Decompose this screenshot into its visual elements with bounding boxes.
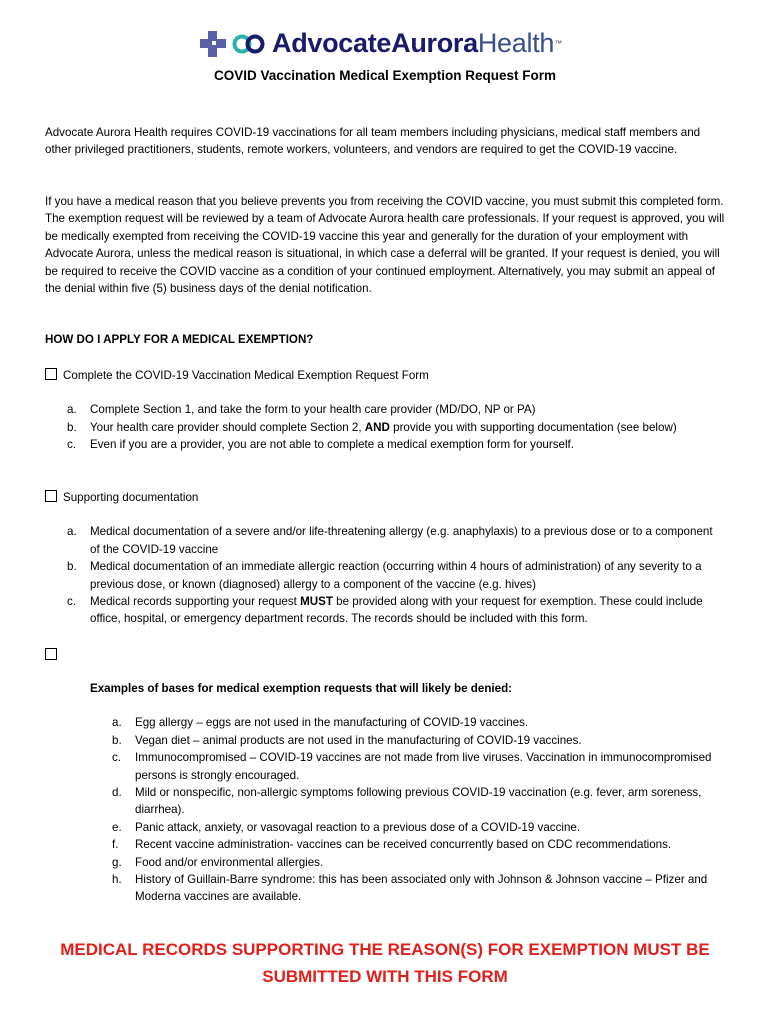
checklist-documentation bbox=[45, 489, 725, 628]
form-steps-list bbox=[45, 401, 725, 453]
checklist-empty bbox=[45, 647, 725, 664]
denied-examples bbox=[90, 680, 730, 906]
list-item: c. Medical records supporting your request MUST be provided along with your request for exemption. These could include office, hospital, or emergency department records. The records should be included with this form. bbox=[67, 595, 703, 626]
records-warning bbox=[0, 936, 770, 990]
documentation-list bbox=[45, 523, 725, 627]
list-item: b. Your health care provider should complete Section 2, AND provide you with supporting documentation (see below) bbox=[67, 420, 677, 434]
list-item: b. Medical documentation of an immediate allergic reaction (occurring within 4 hours of administration) of any severity to a previous dose, or known (diagnosed) allergy to a component of the vaccine (e.g. hives) bbox=[67, 560, 702, 591]
list-item: c. Even if you are a provider, you are not able to complete a medical exemption form for yourself. bbox=[67, 438, 574, 452]
records-warning-line-2: SUBMITTED WITH THIS FORM bbox=[262, 967, 508, 986]
denied-list bbox=[90, 714, 730, 905]
intro-paragraph-2: If you have a medical reason that you believe prevents you from receiving the COVID vaccine, you must submit this completed form. The exemption request will be reviewed by a team of Advocate Aurora health care professionals. If your request is approved, you will be medically exempted from receiving the COVID-19 vaccine this year and generally for the duration of your employment with Advocate Aurora, unless the medical reason is situational, in which case a deferral will be granted. If your request is denied, you will be required to receive the COVID vaccine as a condition of your continued employment. Alternatively, you may submit an appeal of the denial within five (5) business days of the denial notification. bbox=[45, 195, 725, 296]
list-item: f. Recent vaccine administration- vaccines can be received concurrently based on CDC recommendations. bbox=[112, 838, 672, 852]
checkbox-complete-form[interactable] bbox=[45, 368, 57, 380]
list-item: h. History of Guillain-Barre syndrome: this has been associated only with Johnson & Johnson vaccine – Pfizer and Moderna vaccines are available. bbox=[112, 873, 708, 904]
checklist-form bbox=[45, 367, 725, 454]
list-item: a. Egg allergy – eggs are not used in the manufacturing of COVID-19 vaccines. bbox=[112, 716, 529, 730]
list-item: b. Vegan diet – animal products are not used in the manufacturing of COVID-19 vaccines. bbox=[112, 733, 582, 747]
logo-wordmark: AdvocateAuroraHealth™ bbox=[272, 28, 562, 59]
list-item: g. Food and/or environmental allergies. bbox=[112, 855, 324, 869]
list-item: e. Panic attack, anxiety, or vasovagal reaction to a previous dose of a COVID-19 vaccine. bbox=[112, 820, 581, 834]
list-item: d. Mild or nonspecific, non-allergic symptoms following previous COVID-19 vaccination (e.g. fever, arm soreness, diarrhea). bbox=[112, 786, 702, 817]
list-item: c. Immunocompromised – COVID-19 vaccines are not made from live viruses. Vaccination in immunocompromised persons is strongly encouraged. bbox=[112, 751, 712, 782]
list-item: a. Medical documentation of a severe and/or life-threatening allergy (e.g. anaphylaxis) to a previous dose or to a component of the COVID-19 vaccine bbox=[67, 525, 713, 556]
list-item: a. Complete Section 1, and take the form to your health care provider (MD/DO, NP or PA) bbox=[67, 403, 536, 417]
checkbox-blank[interactable] bbox=[45, 648, 57, 660]
records-warning-line-1: MEDICAL RECORDS SUPPORTING THE REASON(S) FOR EXEMPTION MUST BE bbox=[60, 940, 710, 959]
checklist-docs-label: Supporting documentation bbox=[63, 491, 199, 504]
howto-heading: HOW DO I APPLY FOR A MEDICAL EXEMPTION? bbox=[45, 333, 314, 346]
checklist-form-label: Complete the COVID-19 Vaccination Medical Exemption Request Form bbox=[63, 369, 429, 382]
intro-paragraph-1: Advocate Aurora Health requires COVID-19 vaccinations for all team members including physicians, medical staff members and other privileged practitioners, students, remote workers, volunteers, and vendors are required to get the COVID-19 vaccine. bbox=[45, 126, 701, 157]
logo bbox=[200, 26, 562, 62]
cross-icon bbox=[200, 29, 268, 59]
page-title: COVID Vaccination Medical Exemption Request Form bbox=[213, 68, 557, 83]
denied-heading: Examples of bases for medical exemption requests that will likely be denied: bbox=[90, 682, 513, 695]
checkbox-supporting-docs[interactable] bbox=[45, 490, 57, 502]
